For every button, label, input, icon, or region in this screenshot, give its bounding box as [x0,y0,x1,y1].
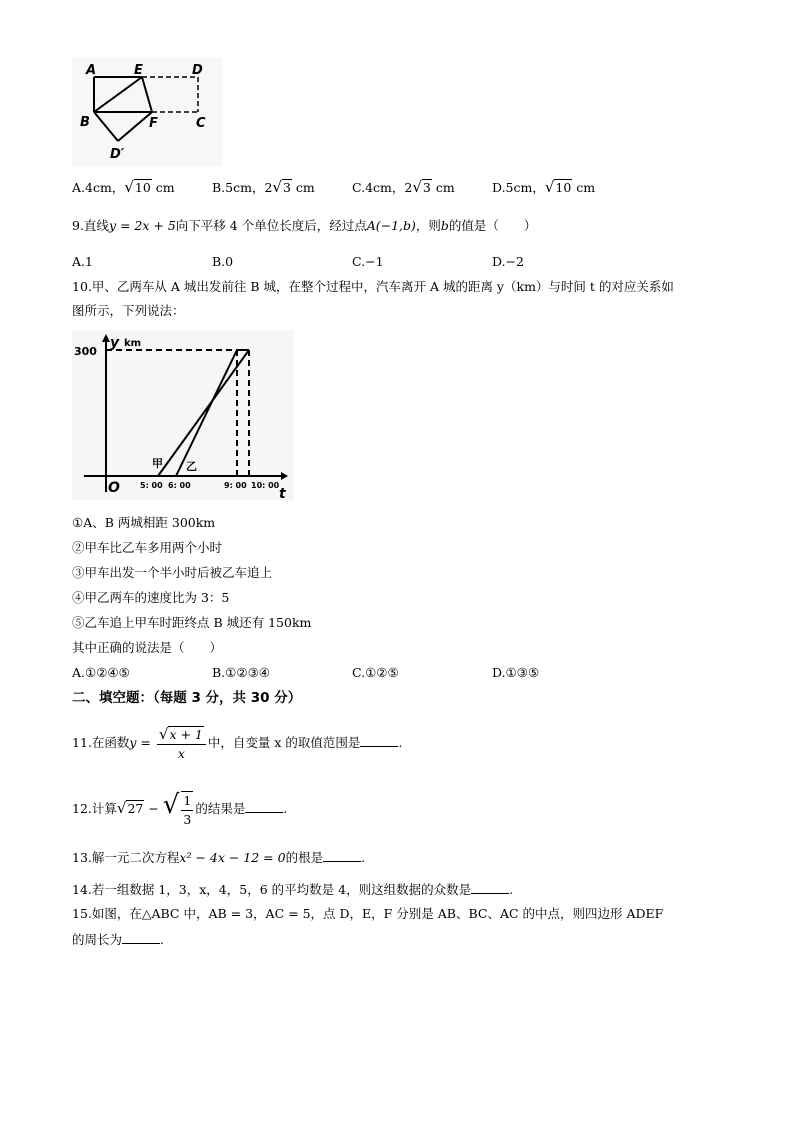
statement-5: ⑤乙车追上甲车时距终点 B 城还有 150km [72,615,312,630]
question-9: 9.直线y = 2x + 5向下平移 4 个单位长度后，经过点A(−1,b)，则b的值是（ ） [72,218,537,233]
question-10-line-1: 10.甲、乙两车从 A 城出发前往 B 城，在整个过程中，汽车离开 A 城的距离 y（km）与时间 t 的对应关系如 [72,279,674,294]
question-14: 14.若一组数据 1，3，x，4，5，6 的平均数是 4，则这组数据的众数是 . [72,882,514,897]
label-A: A [86,63,97,78]
q8-option-b: B.5cm，2√3 cm [212,178,315,196]
section-2-heading: 二、填空题：（每题 3 分，共 30 分） [72,690,302,706]
question-12: 12.计算√27 − √ $\frac{1}{3}$ 的结果是 . [72,790,288,827]
answer-blank-12[interactable] [245,800,283,813]
tick-10: 10: 00 [251,481,280,490]
origin-label: O [108,480,120,496]
statement-1: ①A、B 两城相距 300km [72,515,216,530]
statement-4: ④甲乙两车的速度比为 3：5 [72,590,230,605]
statement-3: ③甲车出发一个半小时后被乙车追上 [72,565,273,580]
q10-option-a: A.①②④⑤ [72,665,130,680]
t-axis-label: t [279,486,286,500]
q8-option-c: C.4cm，2√3 cm [352,178,455,196]
label-jia: 甲 [152,457,163,470]
answer-blank-11[interactable] [360,734,398,747]
label-yi: 乙 [186,460,197,473]
question-10-line-2: 图所示，下列说法： [72,303,185,318]
q9-option-c: C.−1 [352,254,384,269]
question-15-line-2: 的周长为 . [72,932,164,947]
rectangle-fold-figure [72,58,222,166]
q9-option-b: B.0 [212,254,234,269]
answer-blank-15[interactable] [122,931,160,944]
label-B: B [80,115,90,130]
y-value-300: 300 [74,345,97,358]
answer-blank-13[interactable] [323,849,361,862]
question-15-line-1: 15.如图，在△ABC 中，AB = 3，AC = 5，点 D，E，F 分别是 AB、BC、AC 的中点，则四边形 ADEF [72,906,664,921]
q10-option-d: D.①③⑤ [492,665,540,680]
tick-6: 6: 00 [168,481,191,490]
label-C: C [196,116,206,131]
q10-option-c: C.①②⑤ [352,665,399,680]
y-axis-label: y [110,335,120,351]
distance-time-graph [72,330,294,500]
label-D: D [192,63,203,78]
q8-option-a: A.4cm，√10 cm [72,178,175,196]
label-D-prime: D′ [110,147,125,162]
q9-option-a: A.1 [72,254,93,269]
tick-9: 9: 00 [224,481,247,490]
label-F: F [149,116,158,131]
question-11: 11.在函数y = $\frac{√x + 1}{x}$ 中，自变量 x 的取值范围是 . [72,724,403,761]
question-13: 13.解一元二次方程x² − 4x − 12 = 0的根是 . [72,850,366,865]
question-10-prompt: 其中正确的说法是（ ） [72,640,223,655]
y-unit: km [124,338,142,349]
q9-option-d: D.−2 [492,254,524,269]
tick-5: 5: 00 [140,481,163,490]
q10-option-b: B.①②③④ [212,665,270,680]
label-E: E [134,63,143,78]
q8-option-d: D.5cm，√10 cm [492,178,596,196]
statement-2: ②甲车比乙车多用两个小时 [72,540,223,555]
answer-blank-14[interactable] [471,881,509,894]
